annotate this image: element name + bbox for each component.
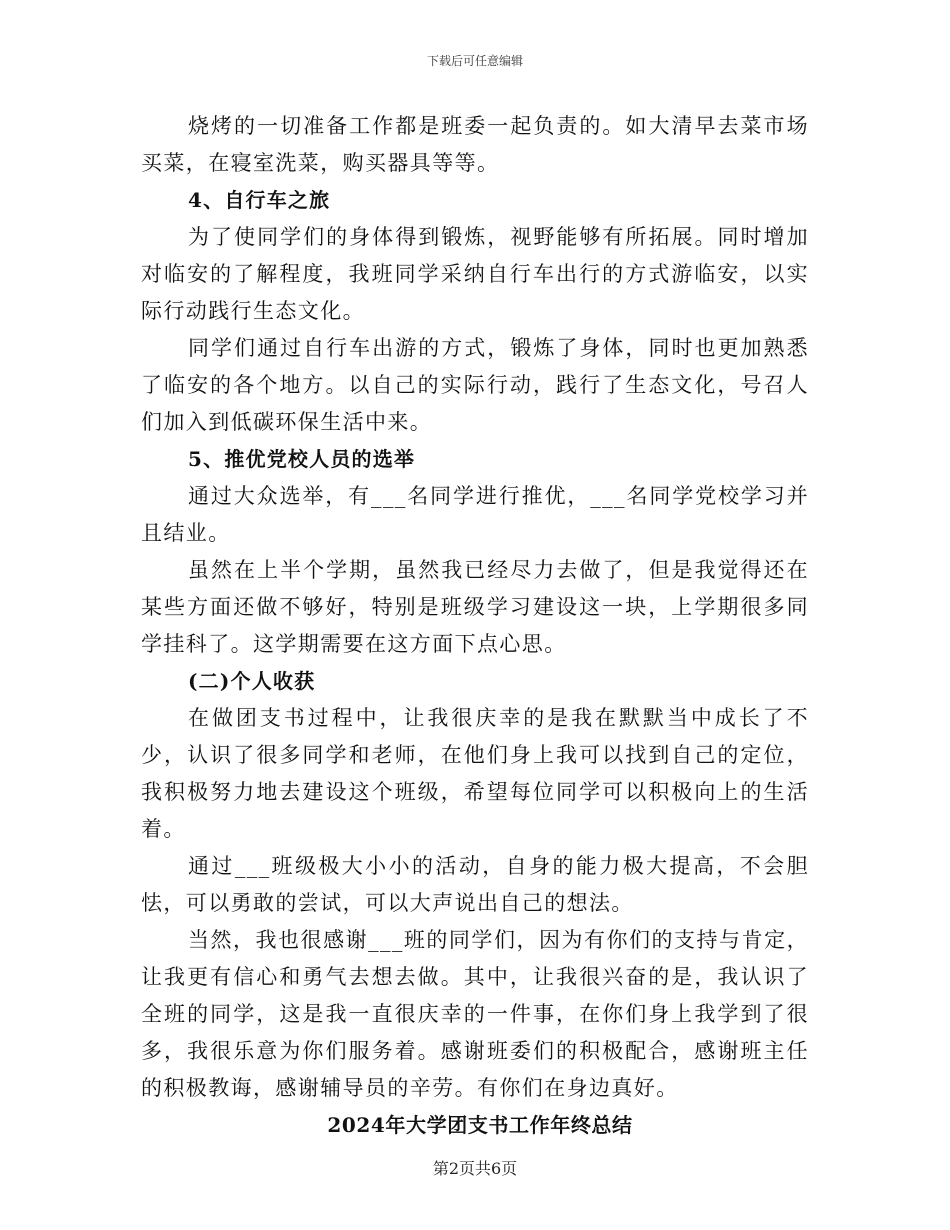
section-heading-party-school-election: 5、推优党校人员的选举 bbox=[188, 447, 416, 471]
paragraph-election-result: 通过大众选举，有___名同学进行推优，___名同学党校学习并且结业。 bbox=[141, 484, 809, 545]
page-number: 第2页共6页 bbox=[432, 1159, 518, 1178]
paragraph-activities: 通过___班级极大小小的活动，自身的能力极大提高，不会胆怯，可以勇敢的尝试，可以大声说出自己的想法。 bbox=[141, 854, 809, 915]
paragraph-bicycle-purpose: 为了使同学们的身体得到锻炼，视野能够有所拓展。同时增加对临安的了解程度，我班同学采纳自行车出行的方式游临安，以实际行动践行生态文化。 bbox=[141, 225, 809, 323]
section-heading-bicycle-trip: 4、自行车之旅 bbox=[188, 188, 331, 212]
page-header-note: 下载后可任意编辑 bbox=[426, 54, 523, 68]
document-title: 2024年大学团支书工作年终总结 bbox=[327, 1113, 633, 1137]
paragraph-personal-growth: 在做团支书过程中，让我很庆幸的是我在默默当中成长了不少，认识了很多同学和老师，在他们身上我可以找到自己的定位，我积极努力地去建设这个班级，希望每位同学可以积极向上的生活着。 bbox=[141, 706, 809, 841]
paragraph-thanks: 当然，我也很感谢___班的同学们，因为有你们的支持与肯定，让我更有信心和勇气去想去做。其中，让我很兴奋的是，我认识了全班的同学，这是我一直很庆幸的一件事，在你们身上我学到了很多，我很乐意为你们服务着。感谢班委们的积极配合，感谢班主任的积极教诲，感谢辅导员的辛劳。有你们在身边真好。 bbox=[141, 928, 809, 1100]
paragraph-bbq-prep: 烧烤的一切准备工作都是班委一起负责的。如大清早去菜市场买菜，在寝室洗菜，购买器具等等。 bbox=[141, 114, 809, 175]
document-body bbox=[141, 108, 809, 1144]
paragraph-shortcomings: 虽然在上半个学期，虽然我已经尽力去做了，但是我觉得还在某些方面还做不够好，特别是班级学习建设这一块，上学期很多同学挂科了。这学期需要在这方面下点心思。 bbox=[141, 558, 809, 656]
section-heading-personal-gains: (二)个人收获 bbox=[188, 669, 316, 693]
paragraph-bicycle-result: 同学们通过自行车出游的方式，锻炼了身体，同时也更加熟悉了临安的各个地方。以自己的实际行动，践行了生态文化，号召人们加入到低碳环保生活中来。 bbox=[141, 336, 809, 434]
